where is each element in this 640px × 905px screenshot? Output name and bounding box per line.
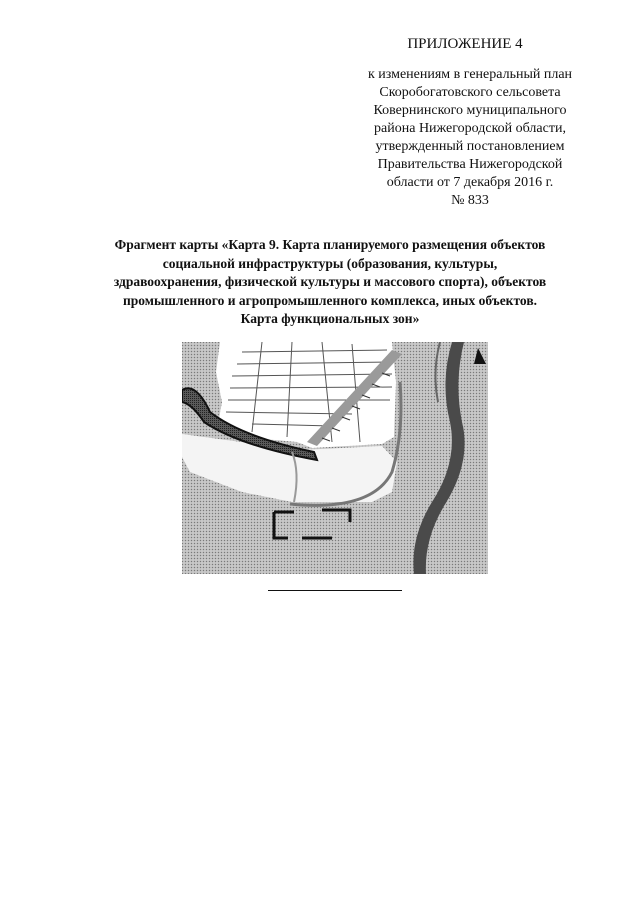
approval-line: Правительства Нижегородской <box>377 157 563 172</box>
separator-line <box>268 590 402 591</box>
map-title-line: промышленного и агропромышленного комплекса, иных объектов. <box>123 292 537 308</box>
appendix-heading: ПРИЛОЖЕНИЕ 4 <box>407 36 523 52</box>
approval-line: к изменениям в генеральный план <box>367 67 573 82</box>
approval-line: № 833 <box>451 193 489 208</box>
map-title-line: Фрагмент карты «Карта 9. Карта планируемого размещения объектов <box>114 237 546 252</box>
map-title-line: здравоохранения, физической культуры и массового спорта), объектов <box>113 274 547 289</box>
map-title-line: Карта функциональных зон» <box>240 311 420 326</box>
approval-block <box>340 66 600 210</box>
approval-line: Ковернинского муниципального <box>373 103 567 118</box>
approval-line: утвержденный постановлением <box>375 139 565 154</box>
map-fragment <box>182 342 488 574</box>
approval-line: Скоробогатовского сельсовета <box>379 85 561 100</box>
approval-line: области от 7 декабря 2016 г. <box>386 175 554 190</box>
approval-line: района Нижегородской области, <box>374 121 566 136</box>
map-title <box>60 236 600 329</box>
map-title-line: социальной инфраструктуры (образования, культуры, <box>162 255 498 271</box>
